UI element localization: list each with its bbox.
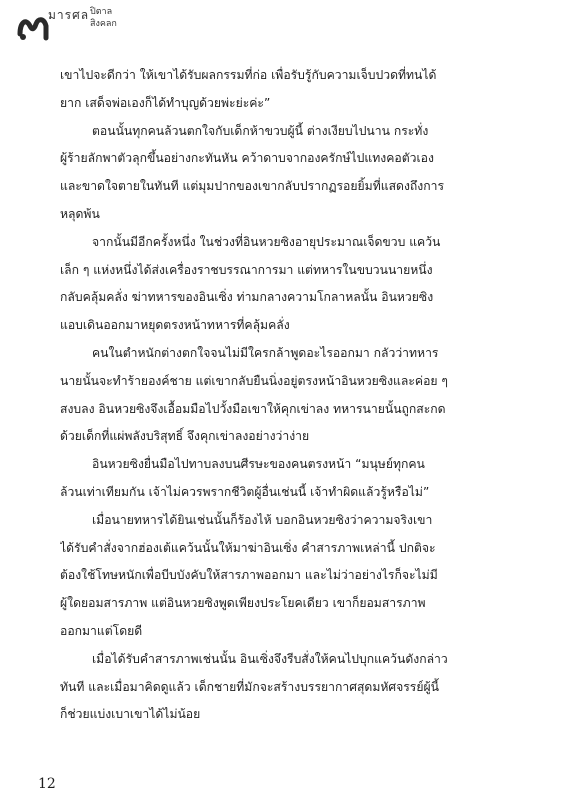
logo-subtext-bottom: สิงคลก [90, 19, 117, 29]
text-line: ก็ช่วยแบ่งเบาเขาได้ไม่น้อย [60, 707, 201, 722]
text-line: แอบเดินออกมาหยุดตรงหน้าทหารที่คลุ้มคลั่ง [60, 318, 290, 333]
publisher-logo [16, 4, 166, 46]
text-line: เขาไปจะดีกว่า ให้เขาได้รับผลกรรมที่ก่อ เพื่อรับรู้กับความเจ็บปวดที่ทนได้ [60, 68, 437, 82]
paragraph-start-line: คนในตำหนักต่างตกใจจนไม่มีใครกล้าพูดอะไรออกมา กลัวว่าทหาร [92, 345, 439, 360]
text-line: ต้องใช้โทษหนักเพื่อบีบบังคับให้สารภาพออกมา และไม่ว่าอย่างไรก็จะไม่มี [60, 568, 438, 583]
paragraph-start-line: เมื่อนายทหารได้ยินเช่นนั้นก็ร้องไห้ บอกอินหวยซิงว่าความจริงเขา [92, 512, 433, 527]
text-line: หลุดพ้น [60, 206, 100, 221]
text-line: สงบลง อินหวยซิงจึงเอื้อมมือไปวั้งมือเขาให้คุกเข่าลง ทหารนายนั้นถูกสะกด [60, 401, 446, 416]
text-line: และขาดใจตายในทันที แต่มุมปากของเขากลับปรากฏรอยยิ้มที่แสดงถึงการ [60, 179, 444, 194]
text-line: กลับคลุ้มคลั่ง ฆ่าทหารของอินเซิ่ง ท่ามกลางความโกลาหลนั้น อินหวยซิง [60, 290, 434, 305]
logo-wordmark: มารศล [48, 8, 90, 22]
text-line: ทันที และเมื่อมาคิดดูแล้ว เด็กชายที่มักจะสร้างบรรยากาศสุดมหัศจรรย์ผู้นี้ [60, 679, 439, 694]
paragraph-start-line: อินหวยซิงยื่นมือไปทาบลงบนศีรษะของคนตรงหน้า “มนุษย์ทุกคน [92, 457, 425, 472]
text-line: ได้รับคำสั่งจากฮ่องเต้แคว้นนั้นให้มาฆ่าอินเซิ่ง คำสารภาพเหล่านี้ ปกติจะ [60, 540, 436, 555]
paragraph-start-line: เมื่อได้รับคำสารภาพเช่นนั้น อินเซิ่งจึงรีบสั่งให้คนไปบุกแคว้นดังกล่าว [92, 651, 448, 666]
paragraph-start-line: จากนั้นมีอีกครั้งหนึ่ง ในช่วงที่อินหวยซิงอายุประมาณเจ็ดขวบ แคว้น [92, 234, 441, 249]
text-line: นายนั้นจะทำร้ายองค์ชาย แต่เขากลับยืนนิ่งอยู่ตรงหน้าอินหวยซิงและค่อย ๆ [60, 373, 448, 388]
text-line: ผู้ใดยอมสารภาพ แต่อินหวยซิงพูดเพียงประโยคเดียว เขาก็ยอมสารภาพ [60, 596, 426, 611]
text-line: เล็ก ๆ แห่งหนึ่งได้ส่งเครื่องราชบรรณาการมา แต่ทหารในขบวนนายหนึ่ง [60, 262, 433, 277]
logo-subtext-top: ปิตาล [90, 7, 113, 17]
paragraph-start-line: ตอนนั้นทุกคนล้วนตกใจกับเด็กห้าขวบผู้นี้ ต่างเงียบไปนาน กระทั่ง [92, 123, 429, 138]
text-line: ด้วยเด็กที่แผ่พลังบริสุทธิ์ จึงคุกเข่าลงอย่างว่าง่าย [60, 429, 310, 444]
text-line: ผู้ร้ายลักพาตัวลุกขึ้นอย่างกะทันหัน คว้าดาบจากองครักษ์ไปแทงคอตัวเอง [60, 151, 434, 166]
text-line: ล้วนเท่าเทียมกัน เจ้าไม่ควรพรากชีวิตผู้อื่นเช่นนี้ เจ้าทำผิดแล้วรู้หรือไม่” [60, 484, 430, 499]
page-number: 12 [38, 776, 56, 792]
text-line: ออกมาแต่โดยดี [60, 623, 143, 638]
body-text [60, 62, 478, 729]
text-line: ยาก เสด็จพ่อเองก็ได้ทำบุญด้วยพ่ะย่ะค่ะ” [60, 95, 271, 110]
